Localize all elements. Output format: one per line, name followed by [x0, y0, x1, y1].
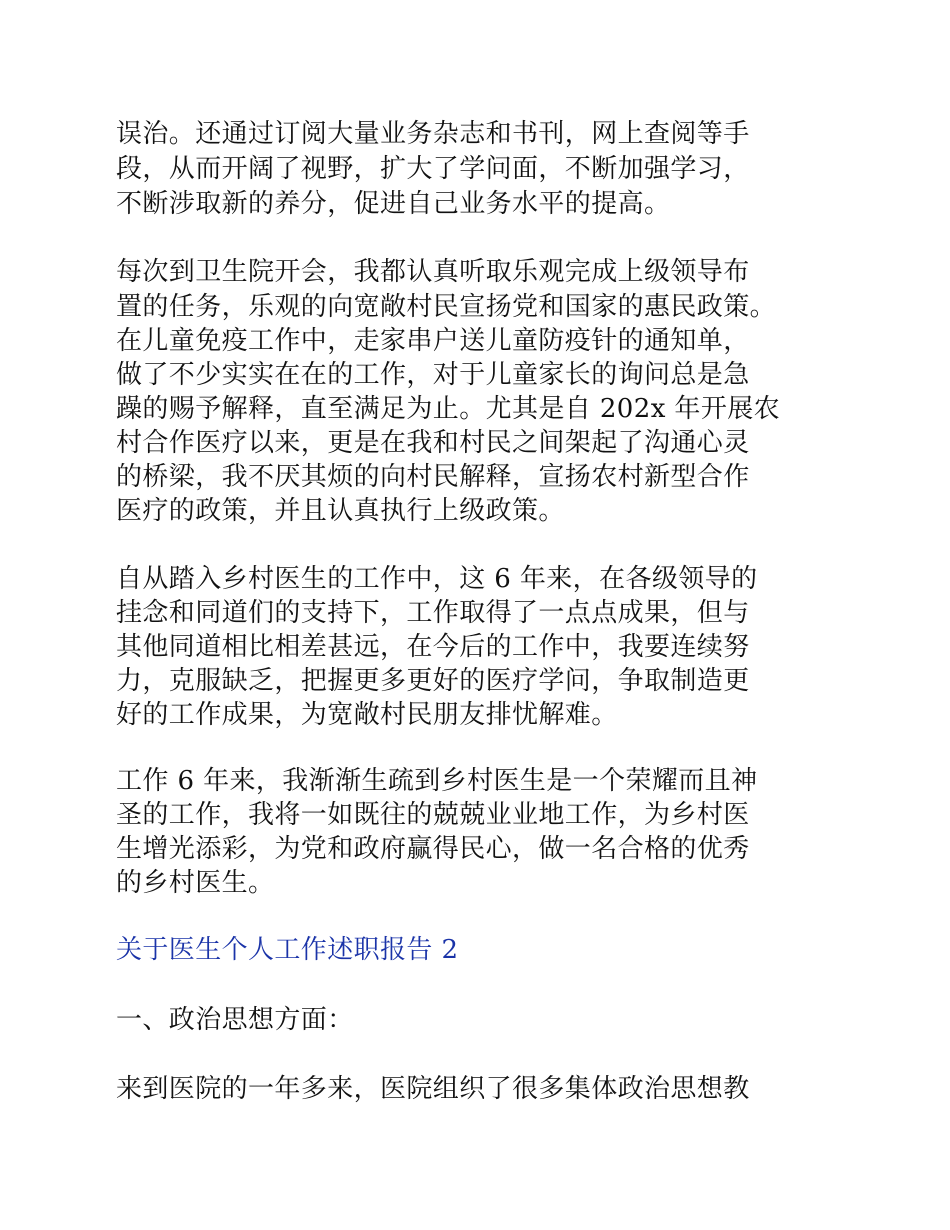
paragraph-1-line-2: 段，从而开阔了视野，扩大了学问面，不断加强学习， — [116, 154, 750, 184]
paragraph-4-line-3: 生增光添彩，为党和政府赢得民心，做一名合格的优秀 — [116, 834, 750, 864]
paragraph-2-line-6: 村合作医疗以来，更是在我和村民之间架起了沟通心灵 — [116, 428, 750, 458]
paragraph-4-line-4: 的乡村医生。 — [116, 868, 275, 898]
paragraph-2-line-1: 每次到卫生院开会，我都认真听取乐观完成上级领导布 — [116, 257, 750, 287]
subheading: 一、政治思想方面： — [116, 1005, 354, 1035]
paragraph-3-line-2: 挂念和同道们的支持下，工作取得了一点点成果，但与 — [116, 598, 750, 628]
paragraph-2-line-8: 医疗的政策，并且认真执行上级政策。 — [116, 496, 565, 526]
paragraph-2-line-3: 在儿童免疫工作中，走家串户送儿童防疫针的通知单， — [116, 326, 750, 356]
paragraph-3-line-3: 其他同道相比相差甚远，在今后的工作中，我要连续努 — [116, 632, 750, 662]
paragraph-2-line-4: 做了不少实实在在的工作，对于儿童家长的询问总是急 — [116, 360, 750, 390]
paragraph-2-line-7: 的桥梁，我不厌其烦的向村民解释，宣扬农村新型合作 — [116, 462, 750, 492]
paragraph-3-line-5: 好的工作成果，为宽敞村民朋友排忧解难。 — [116, 700, 618, 730]
paragraph-1-line-3: 不断涉取新的养分，促进自己业务水平的提高。 — [116, 189, 671, 219]
section-heading: 关于医生个人工作述职报告 2 — [116, 935, 459, 965]
paragraph-4-line-1: 工作 6 年来，我渐渐生疏到乡村医生是一个荣耀而且神 — [116, 766, 758, 796]
paragraph-2-line-5: 躁的赐予解释，直至满足为止。尤其是自 202x 年开展农 — [116, 394, 781, 424]
paragraph-2-line-2: 置的任务，乐观的向宽敞村民宣扬党和国家的惠民政策。 — [116, 292, 777, 322]
paragraph-5-line-1: 来到医院的一年多来，医院组织了很多集体政治思想教 — [116, 1074, 750, 1104]
paragraph-3-line-4: 力，克服缺乏，把握更多更好的医疗学问，争取制造更 — [116, 666, 750, 696]
paragraph-3-line-1: 自从踏入乡村医生的工作中，这 6 年来，在各级领导的 — [116, 564, 758, 594]
paragraph-4-line-2: 圣的工作，我将一如既往的兢兢业业地工作，为乡村医 — [116, 800, 750, 830]
paragraph-1-line-1: 误治。还通过订阅大量业务杂志和书刊，网上查阅等手 — [116, 119, 750, 149]
